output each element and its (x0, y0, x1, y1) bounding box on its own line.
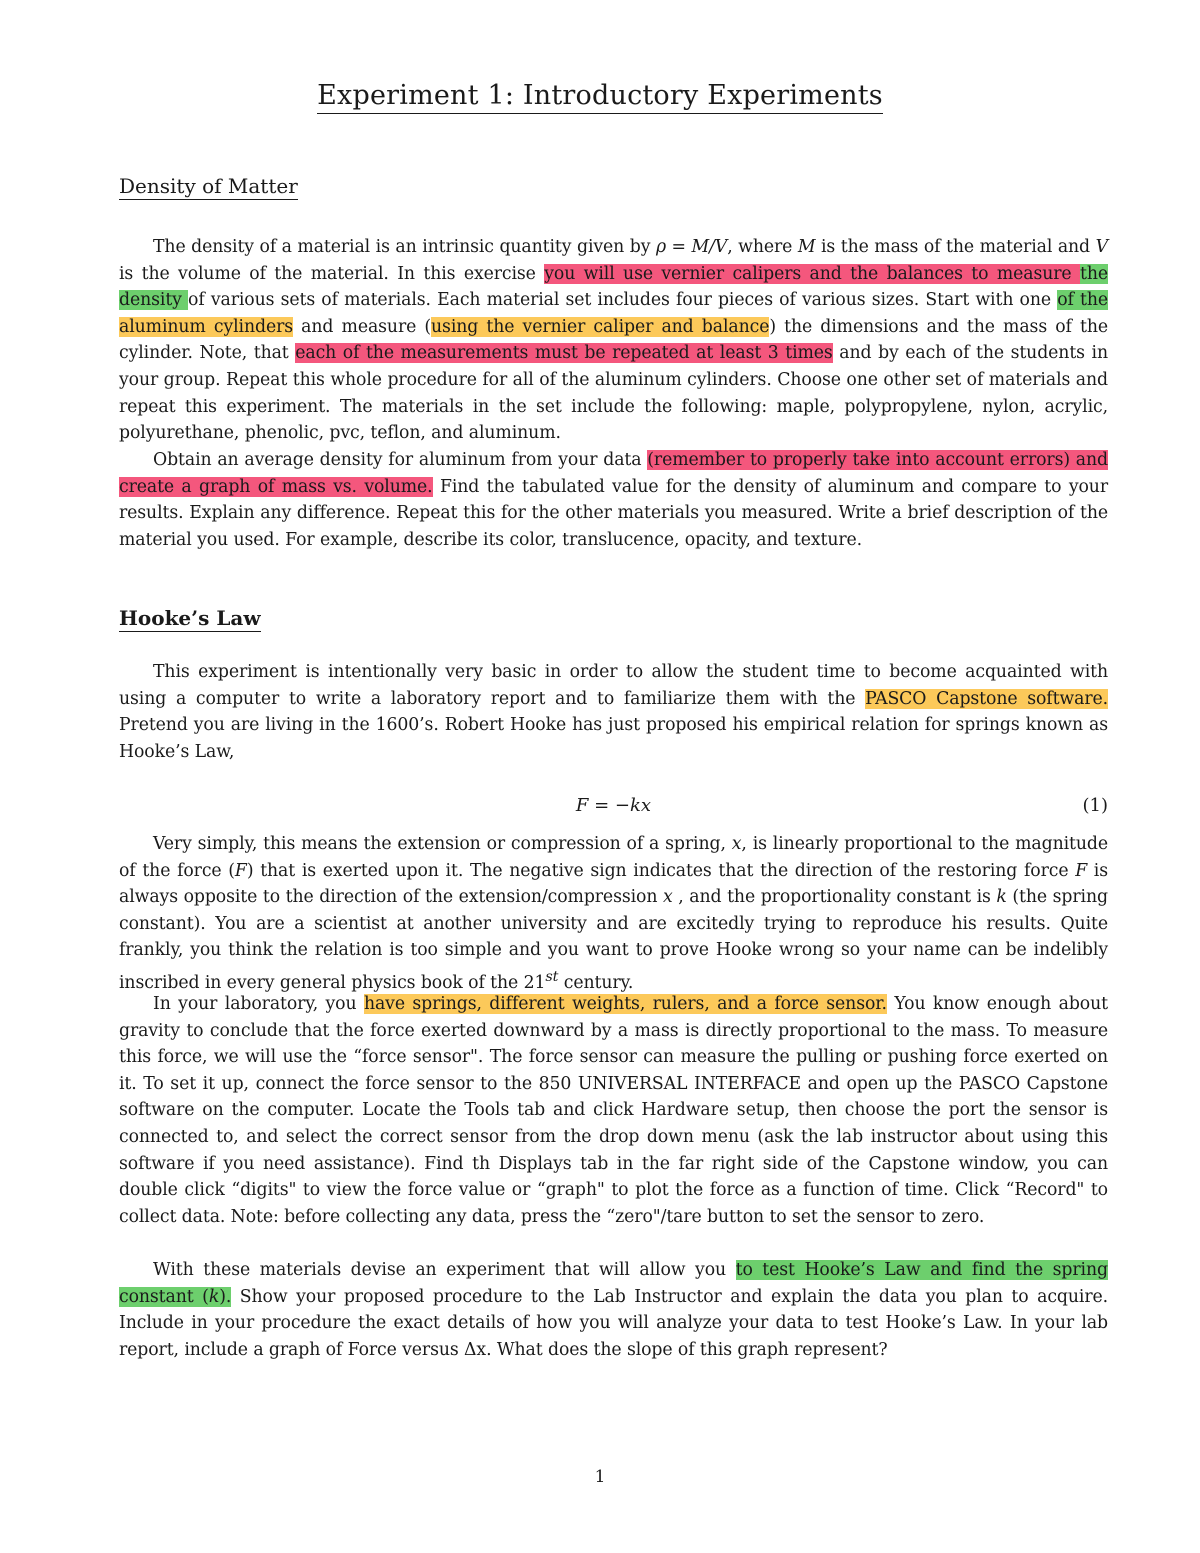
density-paragraph-1: The density of a material is an intrinsic quantity given by ρ = M/V, where M is the mass of the material and V is the volume of the material. In this exercise you will use vernier calipers and the balances to measure the density of various sets of materials. Each material set includes four pieces of various sizes. Start with one of the aluminum cylinders and measure (using the vernier caliper and balance) the dimensions and the mass of the cylinder. Note, that each of the measurements must be repeated at least 3 times and by each of the students in your group. Repeat this whole procedure for all of the aluminum cylinders. Choose one other set of materials and repeat this experiment. The materials in the set include the following: maple, polypropylene, nylon, acrylic, polyurethane, phenolic, pvc, teflon, and aluminum. (119, 237, 1109, 444)
highlight-green: of the (1057, 290, 1109, 311)
highlight-yellow: have springs, different weights, rulers, and a force sensor. (363, 994, 887, 1014)
hooke-paragraph-4: With these materials devise an experiment that will allow you to test Hooke’s Law and find the spring constant (k). Show your proposed procedure to the Lab Instructor and explain the data you plan to acquire. Include in your procedure the exact details of how you will analyze your data to test Hooke’s Law. In your lab report, include a graph of Force versus Δx. What does the slope of this graph represent? (119, 1260, 1109, 1360)
highlight-yellow: PASCO Capstone software. (865, 688, 1109, 709)
page-number: 1 (594, 1467, 606, 1487)
equation-1 (119, 793, 1108, 819)
highlight-yellow: using the vernier caliper and balance (431, 316, 770, 337)
highlight-red: (remember to properly take into account errors) and create a graph of mass vs. volume. (119, 450, 1108, 497)
page-title: Experiment 1: Introductory Experiments (0, 80, 1200, 111)
density-paragraph-2: Obtain an average density for aluminum from your data (remember to properly take into account errors) and create a graph of mass vs. volume. Find the tabulated value for the density of aluminum and compare to your results. Explain any difference. Repeat this for the other materials you measured. Write a brief description of the material you used. For example, describe its color, translucence, opacity, and texture. (119, 450, 1108, 550)
hooke-paragraph-2: Very simply, this means the extension or compression of a spring, x, is linearly proportional to the magnitude of the force (F) that is exerted upon it. The negative sign indicates that the direction of the restoring force F is always opposite to the direction of the extension/compression x , and the proportionality constant is k (the spring constant). You are a scientist at another university and are excitedly trying to reproduce his results. Quite frankly, you think the relation is too simple and you want to prove Hooke wrong so your name can be indelibly inscribed in every general physics book of the 21st century. (119, 834, 1109, 993)
hooke-paragraph-1: This experiment is intentionally very basic in order to allow the student time to become acquainted with using a computer to write a laboratory report and to familiarize them with the PASCO Capstone software. Pretend you are living in the 1600’s. Robert Hooke has just proposed his empirical relation for springs known as Hooke’s Law, (119, 662, 1109, 762)
section-heading-hooke: Hooke’s Law (119, 606, 261, 630)
hooke-paragraph-3: In your laboratory, you have springs, different weights, rulers, and a force sensor. You know enough about gravity to conclude that the force exerted downward by a mass is directly proportional to the mass. To measure this force, we will use the “force sensor". The force sensor can measure the pulling or pushing force exerted on it. To set it up, connect the force sensor to the 850 UNIVERSAL INTERFACE and open up the PASCO Capstone software on the computer. Locate the Tools tab and click Hardware setup, then choose the port the sensor is connected to, and select the correct sensor from the drop down menu (ask the lab instructor about using this software if you need assistance). Find th Displays tab in the far right side of the Capstone window, you can double click “digits" to view the force value or “graph" to plot the force as a function of time. Click “Record" to collect data. Note: before collecting any data, press the “zero"/tare button to set the sensor to zero. (119, 994, 1108, 1227)
highlight-yellow: aluminum cylinders (119, 316, 294, 337)
highlight-red: each of the measurements must be repeated at least 3 times (295, 343, 833, 364)
highlight-green: the density (119, 263, 1108, 311)
section-heading-density: Density of Matter (119, 174, 298, 198)
highlight-green: to test Hooke’s Law and find the spring constant ( (119, 1260, 1108, 1307)
equation-number: (1) (1082, 795, 1108, 816)
highlight-red: you will use vernier calipers and the balances to measure (544, 263, 1080, 284)
equation-formula: F = −kx (575, 795, 652, 816)
